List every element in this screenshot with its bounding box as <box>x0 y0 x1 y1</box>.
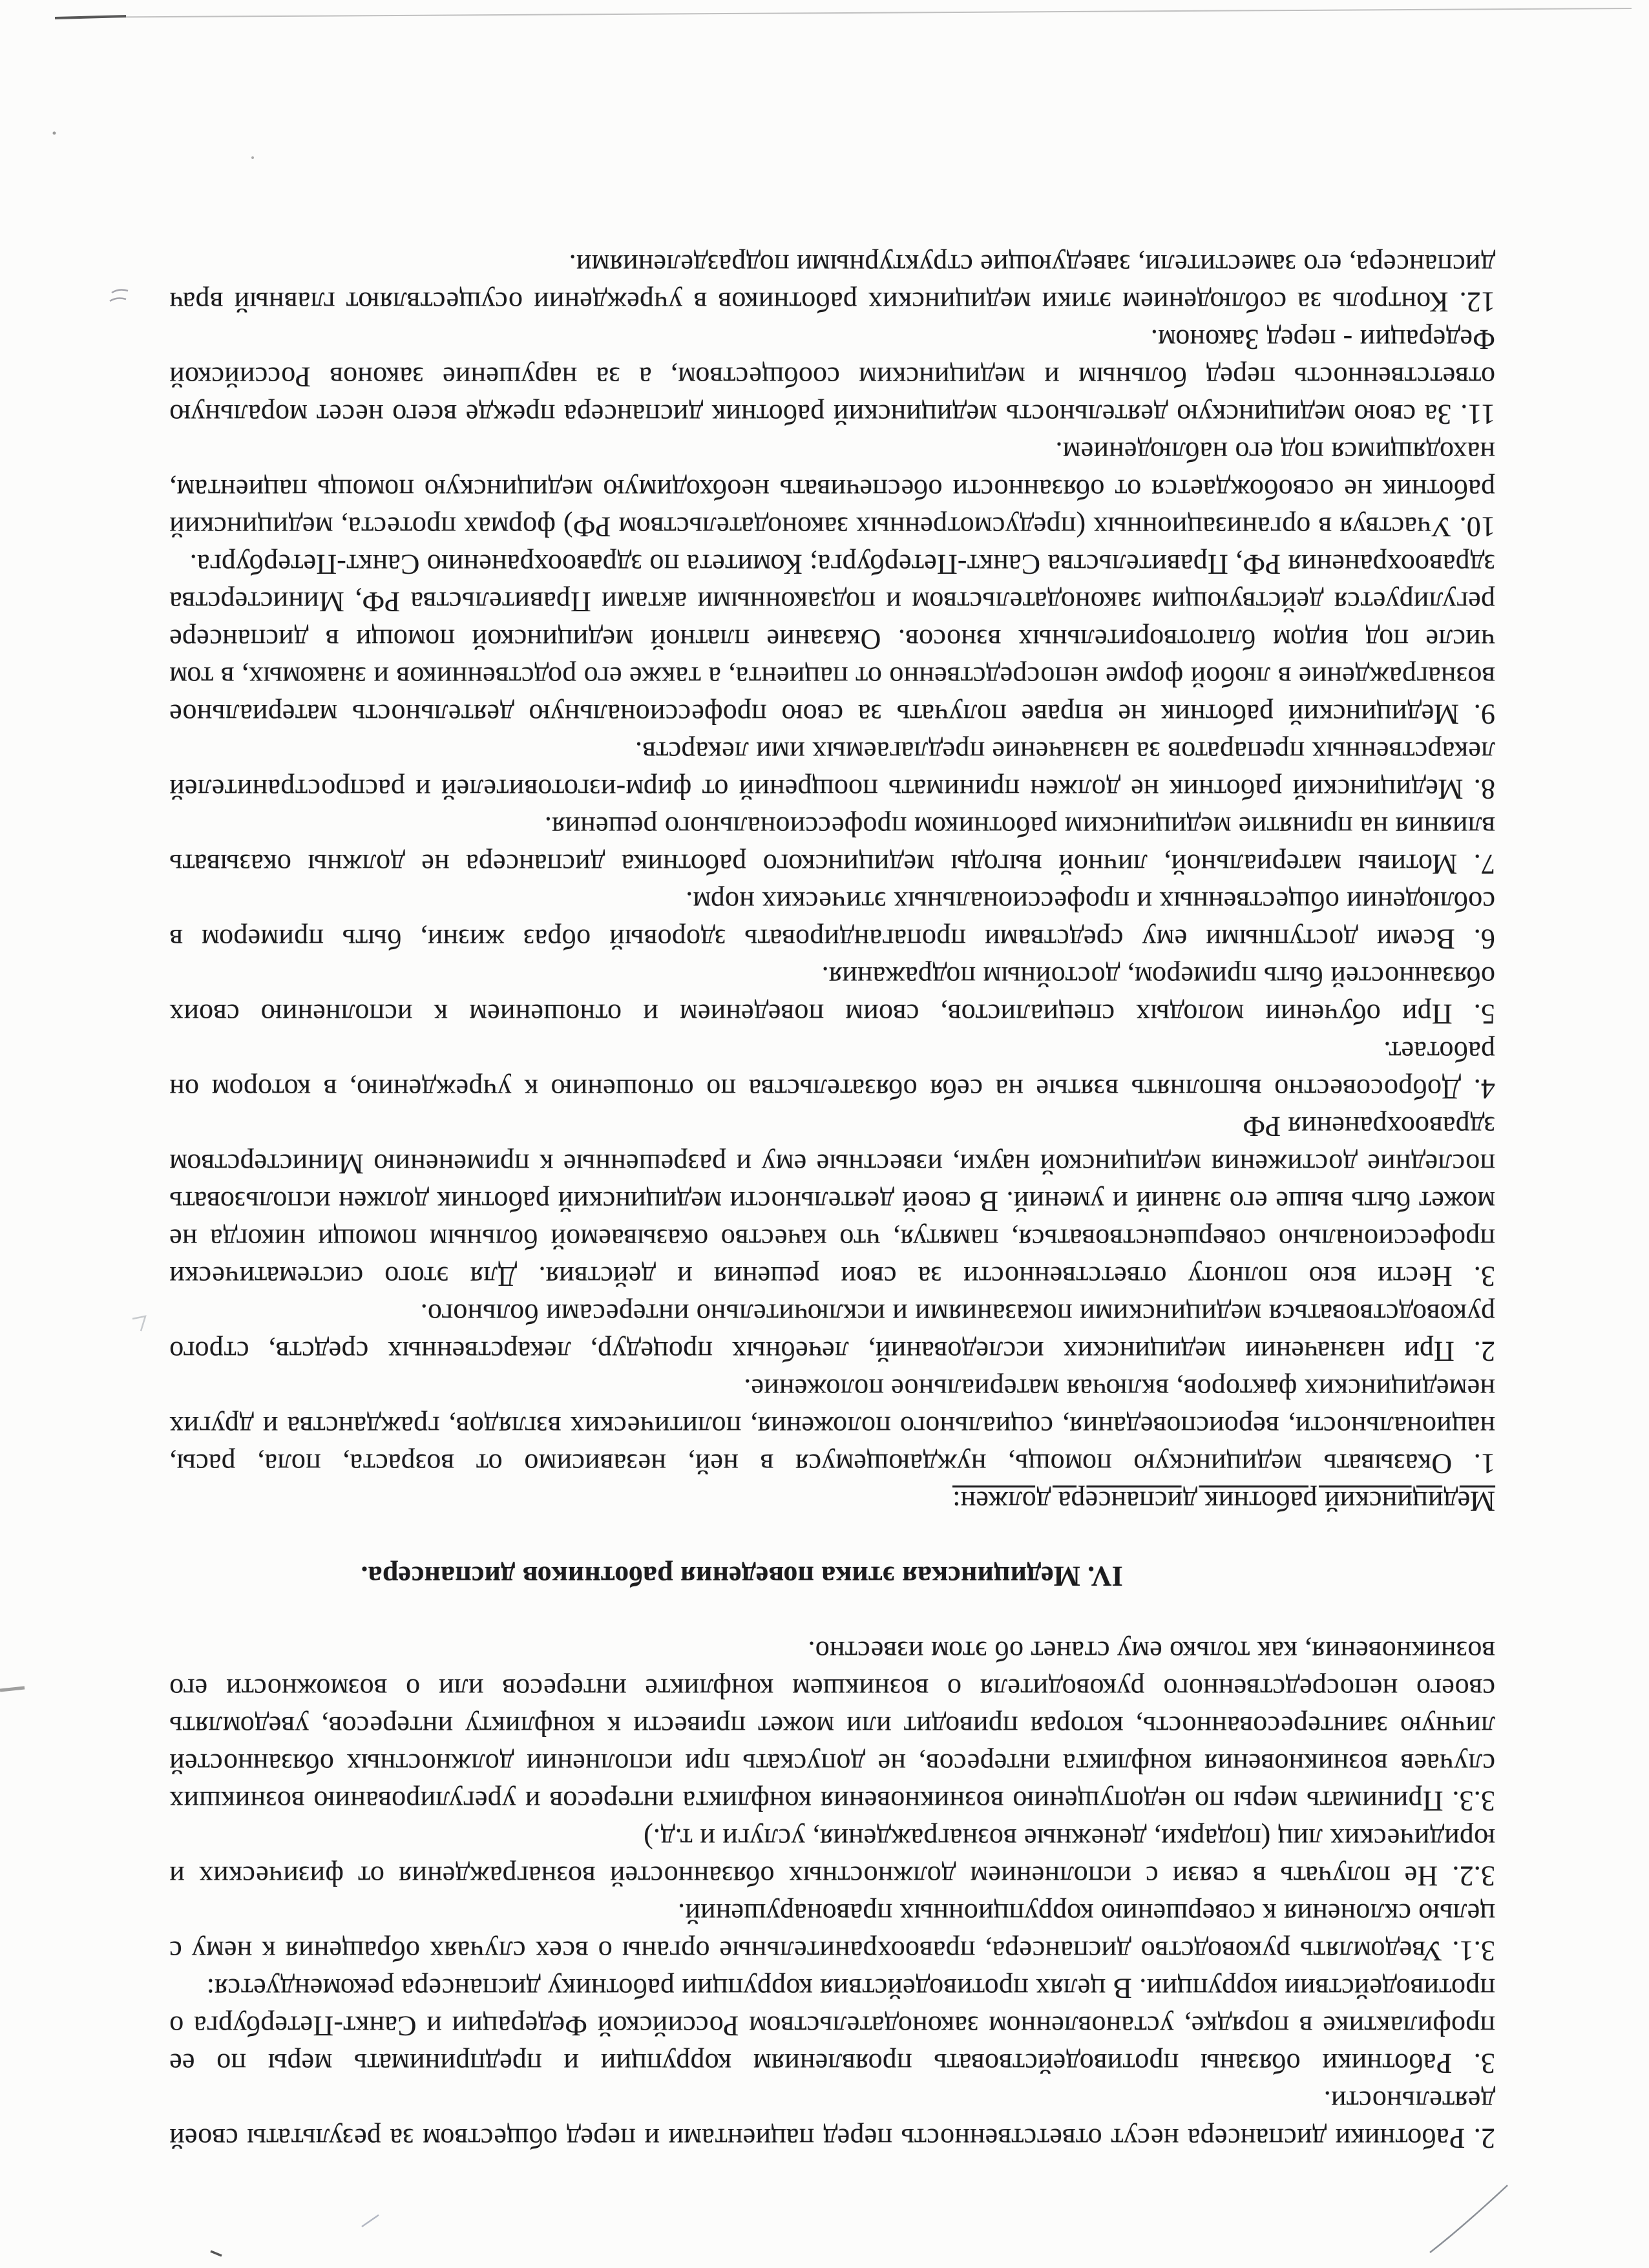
ethics-item-7 <box>169 808 1495 883</box>
item-number: 3.2. <box>1452 1860 1495 1892</box>
item-text: Уведомлять руководство диспансера, правоохранительные органы о всех случаях обращения к нему с целью склонения к совершению коррупционных правонарушений. <box>169 1898 1495 1967</box>
item-number: 7. <box>1473 848 1495 880</box>
ethics-item-5 <box>169 958 1495 1033</box>
item-text: Контроль за соблюдением этики медицинских работников в учреждении осуществляют главный врач диспансера, его заместители, заведующие структурными подразделениями. <box>169 249 1495 318</box>
ethics-item-8 <box>169 733 1495 808</box>
item-text: Работники диспансера несут ответственность перед пациентами и перед обществом за результаты своей деятельности. <box>169 2085 1495 2154</box>
section-heading: IV. Медицинская этика поведения работников диспансера. <box>361 1560 1123 1592</box>
item-text: Принимать меры по недопущению возникновения конфликта интересов и урегулированию возникших случаев возникновения конфликта интересов, не допускать при исполнении должностных обязанностей личную заинтересованность, которая приводит или может привести к конфликту интересов, уведомлять своего непосредственного руководителя о возникшем конфликте интересов или о возможности его возникновения, как только ему станет об этом известно. <box>169 1635 1495 1817</box>
paragraph-item-3-3 <box>169 1632 1495 1820</box>
ethics-item-1 <box>169 1370 1495 1482</box>
ethics-item-12 <box>169 246 1495 320</box>
item-number: 8. <box>1473 773 1495 805</box>
item-number: 10. <box>1459 511 1495 543</box>
item-number: 5. <box>1473 998 1495 1030</box>
ethics-item-10 <box>169 433 1495 545</box>
item-text: За свою медицинскую деятельность медицинский работник диспансера прежде всего несет моральную ответственность перед больным и медицинским сообществом, а за нарушение законов Российской Федерации - перед Законом. <box>169 324 1495 430</box>
item-text: При обучении молодых специалистов, своим поведением и отношением к исполнению своих обязанностей быть примером, достойным подражания. <box>169 961 1495 1030</box>
paragraph-item-2 <box>169 2082 1495 2157</box>
item-number: 4. <box>1473 1073 1495 1105</box>
item-text: Медицинский работник не вправе получать за свою профессиональную деятельность материальное вознаграждение в любой форме непосредственно от пациента, а также его родственников и знакомых, в том числе под видом благотворительных взносов. Оказание платной медицинской помощи в диспансере регулируется действующим законодательством и подзаконными актами Правительства РФ, Министерства здравоохранения РФ, Правительства Санкт-Петербурга; Комитета по здравоохранению Санкт-Петербурга. <box>169 549 1495 730</box>
ethics-item-9 <box>169 545 1495 733</box>
item-number: 9. <box>1473 698 1495 730</box>
paragraph-item-3-2 <box>169 1820 1495 1895</box>
paragraph-item-3 <box>169 1969 1495 2082</box>
item-text: Всеми доступными ему средствами пропагандировать здоровый образ жизни, быть примером в соблюдении общественных и профессиональных этических норм. <box>169 886 1495 955</box>
item-number: 3. <box>1473 2048 1495 2079</box>
item-number: 2. <box>1473 2123 1495 2154</box>
item-text: Мотивы материальной, личной выгоды медицинского работника диспансера не должны оказывать влияния на принятие медицинским работником профессионального решения. <box>169 811 1495 880</box>
ethics-item-4 <box>169 1033 1495 1108</box>
item-text: Работники обязаны противодействовать проявлениям коррупции и предпринимать меры по ее профилактике в порядке, установленном законодательством Российской Федерации и Санкт-Петербурга о противодействии коррупции. В целях противодействия коррупции работнику диспансера рекомендуется: <box>169 1973 1495 2079</box>
item-text: Медицинский работник не должен принимать поощрений от фирм-изготовителей и распространителей лекарственных препаратов за назначение предлагаемых ими лекарств. <box>169 736 1495 805</box>
item-text: Участвуя в организационных (предусмотренных законодательством РФ) формах протеста, медицинский работник не освобождается от обязанности обеспечивать необходимую медицинскую помощь пациентам, находящимся под его наблюдением. <box>169 436 1495 543</box>
item-text: Добросовестно выполнять взятые на себя обязательства по отношению к учреждению, в котором он работает. <box>169 1036 1495 1105</box>
item-text: При назначении медицинских исследований, лечебных процедур, лекарственных средств, строго руководствоваться медицинскими показаниями и исключительно интересами больного. <box>169 1298 1495 1367</box>
item-number: 2. <box>1473 1336 1495 1367</box>
item-number: 3.1. <box>1452 1935 1495 1967</box>
item-text: Оказывать медицинскую помощь, нуждающемуся в ней, независимо от возраста, пола, расы, национальности, вероисповедания, социального положения, политических взглядов, гражданства и других немедицинских факторов, включая материальное положение. <box>169 1373 1495 1480</box>
item-text: Нести всю полноту ответственности за свои решения и действия. Для этого систематически профессионально совершенствоваться, памятуя, что качество оказываемой больным помощи никогда не может быть выше его знаний и умений. В своей деятельности медицинский работник должен использовать последние достижения медицинской науки, известные ему и разрешенные к применению Министерством здравоохранения РФ <box>169 1111 1495 1292</box>
ethics-item-11 <box>169 320 1495 433</box>
item-number: 3. <box>1473 1261 1495 1292</box>
paragraph-item-3-1 <box>169 1895 1495 1969</box>
item-number: 12. <box>1459 286 1495 318</box>
item-number: 1. <box>1473 1448 1495 1480</box>
ethics-item-3 <box>169 1108 1495 1295</box>
ethics-item-2 <box>169 1295 1495 1370</box>
item-number: 3.3. <box>1452 1785 1495 1817</box>
lead-in-line <box>169 1482 1495 1520</box>
lead-in-text: Медицинский работник диспансера должен: <box>952 1486 1495 1517</box>
item-number: 11. <box>1460 399 1495 430</box>
ethics-item-6 <box>169 883 1495 958</box>
item-number: 6. <box>1473 923 1495 955</box>
item-text: Не получать в связи с исполнением должностных обязанностей вознаграждения от физических и юридических лиц (подарки, денежные вознаграждения, услуги и т.д.) <box>169 1823 1495 1892</box>
